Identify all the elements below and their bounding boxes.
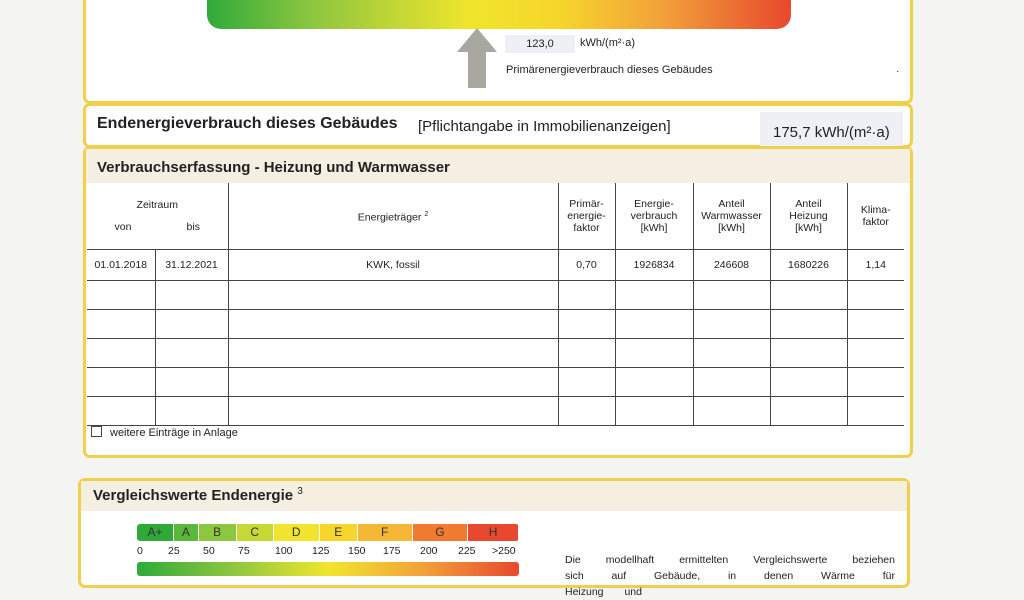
header-line: [kWh] bbox=[718, 221, 745, 234]
from-label: von bbox=[114, 220, 132, 233]
class-f: F bbox=[358, 524, 413, 541]
primary-energy-value: 123,0 bbox=[505, 35, 575, 53]
scale-tick: 125 bbox=[312, 545, 330, 557]
header-line: Primär- bbox=[569, 197, 604, 210]
primary-energy-caption: Primärenergieverbrauch dieses Gebäudes bbox=[506, 64, 713, 76]
up-arrow-icon bbox=[457, 28, 497, 88]
carrier-sup: 2 bbox=[424, 210, 429, 218]
table-row bbox=[87, 338, 904, 367]
warm-water-header bbox=[693, 183, 770, 249]
cell-carrier: KWK, fossil bbox=[228, 249, 558, 280]
header-line: energie- bbox=[567, 209, 606, 222]
header-line: [kWh] bbox=[795, 221, 822, 234]
cell-to: 31.12.2021 bbox=[155, 249, 228, 280]
table-row bbox=[87, 249, 904, 280]
more-entries-label: weitere Einträge in Anlage bbox=[110, 427, 238, 439]
class-e: E bbox=[320, 524, 358, 541]
scale-tick: 75 bbox=[238, 545, 250, 557]
scale-tick: >250 bbox=[492, 545, 516, 557]
cell-warm-water: 246608 bbox=[693, 249, 770, 280]
scale-tick: 225 bbox=[458, 545, 476, 557]
comparison-title-sup: 3 bbox=[297, 486, 303, 497]
climate-header bbox=[847, 183, 904, 249]
scale-tick: 100 bbox=[275, 545, 293, 557]
cell-climate: 1,14 bbox=[847, 249, 904, 280]
class-d: D bbox=[274, 524, 320, 541]
header-line: Klima- bbox=[860, 203, 891, 216]
header-line: faktor bbox=[573, 221, 600, 234]
scale-tick: 0 bbox=[137, 545, 143, 557]
class-a: A bbox=[174, 524, 198, 541]
scale-tick: 50 bbox=[203, 545, 215, 557]
scale-ticks bbox=[130, 545, 525, 559]
to-label: bis bbox=[186, 220, 200, 233]
table-row bbox=[87, 309, 904, 338]
comparison-description: Die modellhaft ermittelten Vergleichswerte beziehen sich auf Gebäude, in denen Wärme für Heizung und bbox=[565, 554, 895, 598]
comparison-title bbox=[93, 486, 303, 504]
cell-heating: 1680226 bbox=[770, 249, 847, 280]
primary-energy-unit: kWh/(m²·a) bbox=[580, 37, 635, 49]
class-aplus: A+ bbox=[137, 524, 174, 541]
class-g: G bbox=[413, 524, 469, 541]
end-energy-title: Endenergieverbrauch dieses Gebäudes bbox=[97, 115, 398, 132]
energy-scale-bar bbox=[207, 0, 791, 29]
period-label: Zeitraum bbox=[136, 198, 178, 211]
header-line: Anteil bbox=[795, 197, 822, 210]
scale-tick: 150 bbox=[348, 545, 366, 557]
header-line: [kWh] bbox=[640, 221, 668, 234]
scale-tick: 175 bbox=[383, 545, 401, 557]
table-row bbox=[87, 280, 904, 309]
end-energy-value: 175,7 kWh/(m²·a) bbox=[773, 124, 890, 141]
carrier-label: Energieträger bbox=[357, 211, 422, 223]
table-row bbox=[87, 396, 904, 425]
class-h: H bbox=[468, 524, 519, 541]
header-line: Heizung bbox=[789, 209, 828, 222]
class-b: B bbox=[199, 524, 237, 541]
table-row bbox=[87, 367, 904, 396]
dot-mark: · bbox=[896, 66, 900, 77]
scale-tick: 200 bbox=[420, 545, 438, 557]
carrier-header bbox=[228, 183, 558, 249]
consumption-title: Verbrauchserfassung - Heizung und Warmwasser bbox=[97, 159, 450, 176]
cell-consumption: 1926834 bbox=[615, 249, 693, 280]
comparison-scale-bar bbox=[137, 562, 519, 576]
more-entries-checkbox[interactable] bbox=[91, 426, 102, 437]
end-energy-note: [Pflichtangabe in Immobilienanzeigen] bbox=[418, 118, 671, 135]
consumption-table bbox=[87, 183, 904, 426]
header-line: Warmwasser bbox=[701, 209, 762, 222]
consumption-header-cell bbox=[615, 183, 693, 249]
header-line: verbrauch bbox=[630, 209, 678, 222]
more-entries-option[interactable] bbox=[91, 426, 238, 439]
cell-from: 01.01.2018 bbox=[87, 249, 155, 280]
efficiency-class-scale bbox=[137, 524, 519, 541]
heating-header bbox=[770, 183, 847, 249]
comparison-title-text: Vergleichswerte Endenergie bbox=[93, 487, 294, 504]
scale-tick: 25 bbox=[168, 545, 180, 557]
class-c: C bbox=[237, 524, 274, 541]
header-line: Energie- bbox=[634, 197, 674, 210]
period-header bbox=[87, 183, 228, 249]
header-line: Anteil bbox=[718, 197, 745, 210]
cell-primary-factor: 0,70 bbox=[558, 249, 615, 280]
primary-factor-header bbox=[558, 183, 615, 249]
header-line: faktor bbox=[862, 215, 889, 228]
